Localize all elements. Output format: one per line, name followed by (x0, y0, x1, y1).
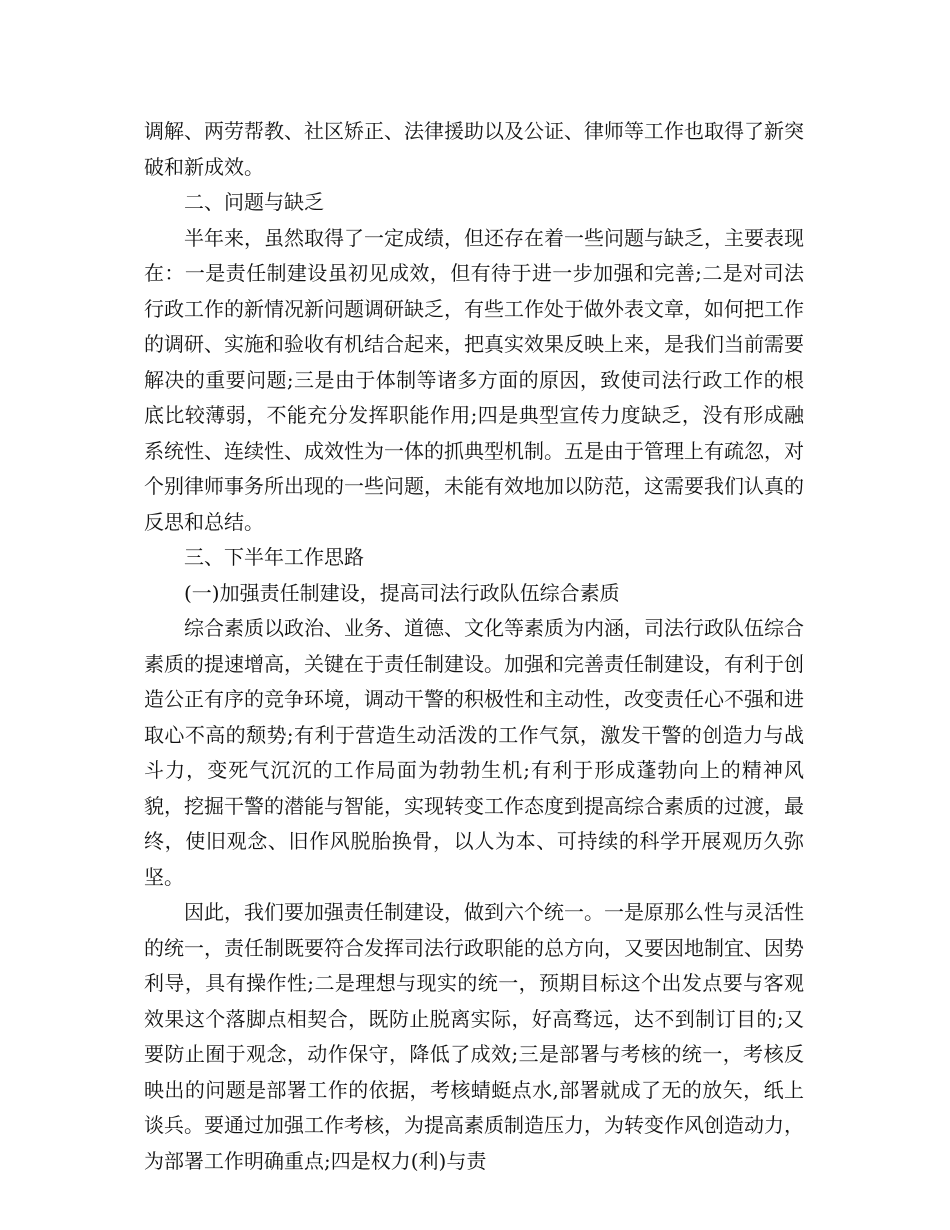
subsection-heading-responsibility: (一)加强责任制建设，提高司法行政队伍综合素质 (184, 580, 620, 605)
paragraph-continuation: 调解、两劳帮教、社区矫正、法律援助以及公证、律师等工作也取得了新突破和新成效。 (144, 119, 804, 179)
section-heading-plan: 三、下半年工作思路 (184, 545, 364, 569)
document-body (144, 114, 804, 1179)
section-heading-problems: 二、问题与缺乏 (184, 190, 324, 214)
paragraph-problems: 半年来，虽然取得了一定成绩，但还存在着一些问题与缺乏，主要表现在：一是责任制建设虽初见成效，但有待于进一步加强和完善;二是对司法行政工作的新情况新问题调研缺乏，有些工作处于做外表文章，如何把工作的调研、实施和验收有机结合起来，把真实效果反映上来，是我们当前需要解决的重要问题;三是由于体制等诸多方面的原因，致使司法行政工作的根底比较薄弱，不能充分发挥职能作用;四是典型宣传力度缺乏，没有形成融系统性、连续性、成效性为一体的抓典型机制。五是由于管理上有疏忽，对个别律师事务所出现的一些问题，未能有效地加以防范，这需要我们认真的反思和总结。 (144, 225, 804, 534)
paragraph-six-unities: 因此，我们要加强责任制建设，做到六个统一。一是原那么性与灵活性的统一，责任制既要符合发挥司法行政职能的总方向，又要因地制宜、因势利导，具有操作性;二是理想与现实的统一，预期目标这个出发点要与客观效果这个落脚点相契合，既防止脱离实际，好高骛远，达不到制订目的;又要防止囿于观念，动作保守，降低了成效;三是部署与考核的统一，考核反映出的问题是部署工作的依据，考核蜻蜓点水,部署就成了无的放矢，纸上谈兵。要通过加强工作考核，为提高素质制造压力，为转变作风创造动力，为部署工作明确重点;四是权力(利)与责 (144, 900, 804, 1173)
paragraph-quality: 综合素质以政治、业务、道德、文化等素质为内涵，司法行政队伍综合素质的提速增高，关键在于责任制建设。加强和完善责任制建设，有利于创造公正有序的竞争环境，调动干警的积极性和主动性，改变责任心不强和进取心不高的颓势;有利于营造生动活泼的工作气氛，激发干警的创造力与战斗力，变死气沉沉的工作局面为勃勃生机;有利于形成蓬勃向上的精神风貌，挖掘干警的潜能与智能，实现转变工作态度到提高综合素质的过渡，最终，使旧观念、旧作风脱胎换骨，以人为本、可持续的科学开展观历久弥坚。 (144, 616, 804, 889)
